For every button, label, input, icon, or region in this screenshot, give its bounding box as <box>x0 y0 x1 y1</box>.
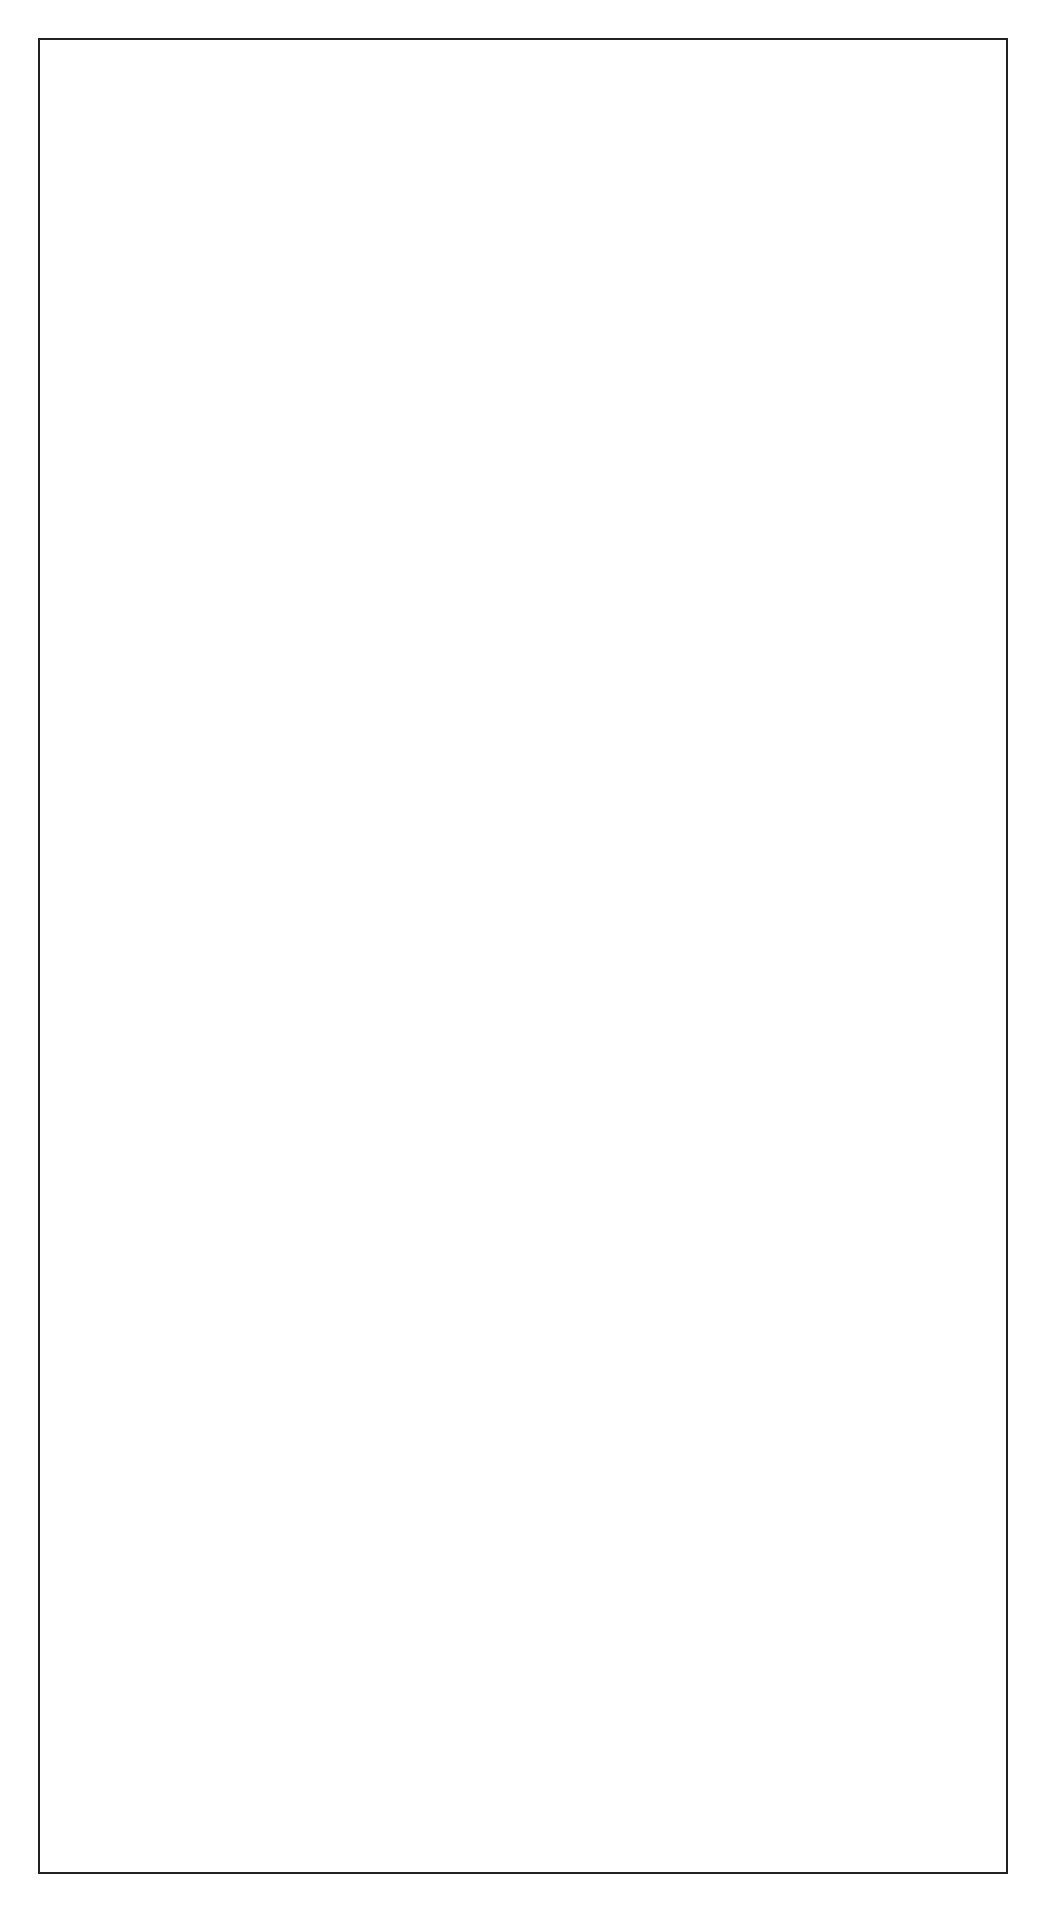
bulletin-frame <box>38 38 1008 1874</box>
servers-women <box>108 1763 130 1799</box>
servers-men <box>108 1718 130 1754</box>
